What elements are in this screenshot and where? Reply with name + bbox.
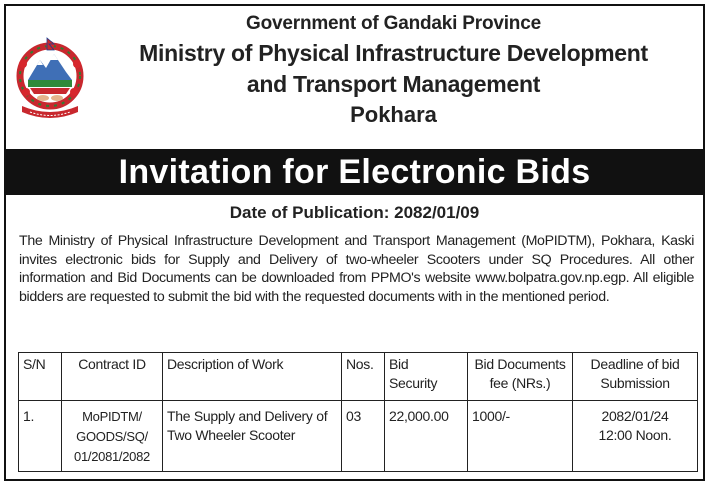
notice-body-line: All eligible bidders are requested to submit the bid with the requested documents with in the mentioned — [19, 270, 694, 305]
header-doc-fee-line1: Bid Documents — [474, 356, 566, 372]
cell-nos: 03 — [342, 401, 385, 472]
publication-date: Date of Publication: 2082/01/09 — [229, 203, 480, 222]
notice-body-line: period. — [568, 288, 610, 305]
notice-body-line: other information and Bid Documents can be downloaded from PPMO's website www.bolpatra.gov.np.egp. — [19, 251, 694, 287]
header-doc-fee — [468, 353, 573, 401]
header-bid-security-line2: Security — [389, 375, 438, 391]
cell-deadline-time: 12:00 Noon. — [598, 427, 672, 443]
cell-deadline — [573, 401, 698, 472]
nepal-emblem-icon — [16, 36, 84, 122]
notice-header — [6, 6, 703, 149]
cell-contract-id-line1: MoPIDTM/ — [82, 409, 142, 424]
cell-doc-fee: 1000/- — [468, 401, 573, 472]
header-deadline — [573, 353, 698, 401]
header-deadline-line1: Deadline of bid — [590, 356, 680, 372]
cell-description-line1: The Supply and Delivery of — [167, 408, 328, 424]
cell-bid-security: 22,000.00 — [385, 401, 468, 472]
cell-contract-id-line2: GOODS/SQ/ — [76, 429, 148, 444]
notice-body — [19, 232, 694, 306]
header-description: Description of Work — [163, 353, 342, 401]
city-name: Pokhara — [350, 102, 437, 127]
header-contract-id: Contract ID — [62, 353, 163, 401]
ministry-name-line1: Ministry of Physical Infrastructure Development — [139, 40, 648, 66]
header-nos: Nos. — [342, 353, 385, 401]
cell-contract-id-line3: 01/2081/2082 — [74, 449, 150, 464]
table-row — [19, 401, 698, 472]
bids-table — [18, 352, 698, 472]
cell-description-line2: Two Wheeler Scooter — [167, 427, 296, 443]
bid-notice — [4, 4, 705, 481]
notice-title-banner: Invitation for Electronic Bids — [6, 149, 703, 195]
notice-body-line: Kaski invites electronic bids for Supply and Delivery of two-wheeler Scooters under SQ Procedures. All — [19, 233, 695, 268]
notice-body-line: The Ministry of Physical Infrastructure Development and Transport Management (MoPIDTM), Pokhara, — [19, 233, 655, 249]
cell-sn: 1. — [19, 401, 62, 472]
ministry-name-line2: and Transport Management — [246, 71, 541, 97]
header-doc-fee-line2: fee (NRs.) — [489, 375, 551, 391]
header-deadline-line2: Submission — [600, 375, 670, 391]
cell-description — [163, 401, 342, 472]
ministry-heading — [92, 12, 695, 129]
government-name: Government of Gandaki Province — [246, 13, 541, 34]
header-sn: S/N — [19, 353, 62, 401]
cell-contract-id — [62, 401, 163, 472]
table-header-row — [19, 353, 698, 401]
cell-deadline-date: 2082/01/24 — [601, 408, 669, 424]
header-bid-security — [385, 353, 468, 401]
header-bid-security-line1: Bid — [389, 356, 409, 372]
